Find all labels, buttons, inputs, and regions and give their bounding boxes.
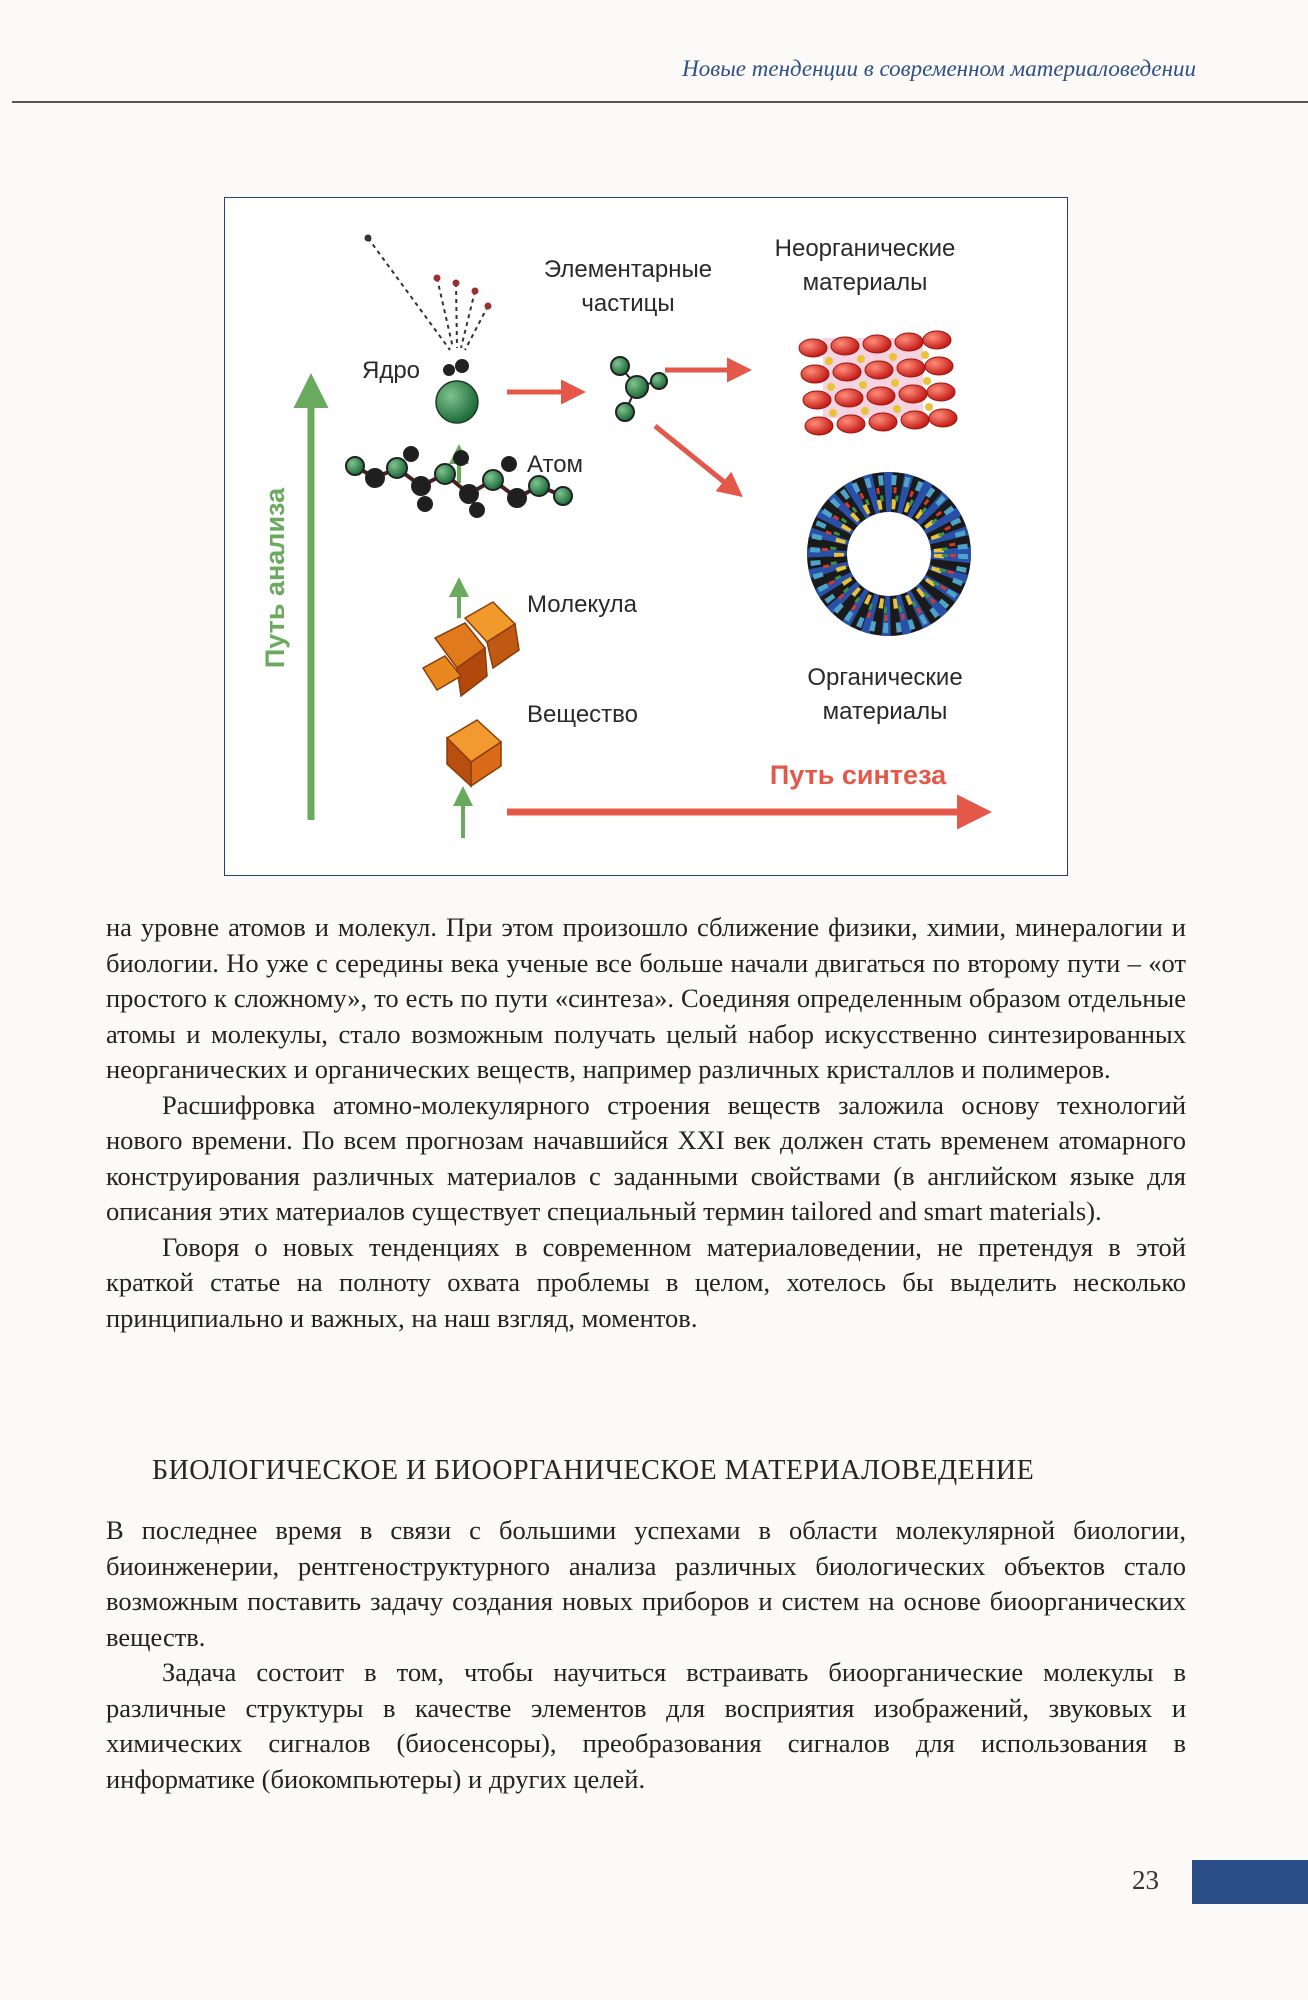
particle-dots [365, 235, 492, 310]
particle-traces [368, 238, 488, 350]
paragraph-2: Расшифровка атомно-молекулярного строения веществ заложила основу технологий нового времени. По всем прогнозам начавшийся XXI век должен стать временем атомарного конструирования различных материалов с заданными свойствами (в английском языке для описания этих материалов существует специальный термин tailored and smart materials). [106, 1089, 1186, 1226]
page-number: 23 [1132, 1865, 1159, 1895]
label-inorganic-materials: Неорганические материалы [774, 235, 956, 296]
atom-to-materials-arrows [655, 370, 747, 494]
label-analysis-path: Путь анализа [260, 487, 290, 669]
paragraph-5: Задача состоит в том, чтобы научиться встраивать биоорганические молекулы в различные структуры в качестве элементов для восприятия изображений, звуковых и химических сигналов (биосенсоры), преобразования сигналов для использования в информатике (биокомпьютеры) и других целей. [106, 1657, 1186, 1794]
label-nucleus: Ядро [361, 357, 421, 384]
label-elementary-particles: Элементарные частицы [543, 256, 713, 317]
nucleus-icon [436, 359, 478, 423]
label-molecule: Молекула [527, 591, 638, 618]
paragraph-3: Говоря о новых тенденциях в современном материаловедении, не претендуя в этой краткой статье на полноту охвата проблемы в целом, хотелось бы выделить несколько принципиально и важных, на наш взгляд, моментов. [106, 1231, 1186, 1333]
label-organic-materials: Органические материалы [807, 664, 963, 725]
figure-analysis-synthesis [224, 197, 1068, 876]
label-synthesis-path: Путь синтеза [769, 760, 947, 790]
paragraph-4: В последнее время в связи с большими успехами в области молекулярной биологии, биоинженерии, рентгеноструктурного анализа различных биологических объектов стало возможным поставить задачу создания новых приборов и систем на основе биоорганических веществ. [106, 1515, 1186, 1652]
label-atom: Атом [527, 451, 584, 478]
substance-crystals-icon [423, 602, 519, 786]
paragraph-1: на уровне атомов и молекул. При этом произошло сближение физики, химии, минералогии и биологии. Но уже с середины века ученые все больше начали двигаться по второму пути – «от простого к сложному», то есть по пути «синтеза». Соединяя определенным образом отдельные атомы и молекулы, стало возможным получать целый набор искусственно синтезированных неорганических и органических веществ, например различных кристаллов и полимеров. [106, 912, 1186, 1084]
section-heading: БИОЛОГИЧЕСКОЕ И БИООРГАНИЧЕСКОЕ МАТЕРИАЛОВЕДЕНИЕ [152, 1455, 1035, 1486]
label-substance: Вещество [527, 701, 638, 728]
page-tab [1192, 1860, 1308, 1904]
organic-torus-icon [815, 480, 963, 628]
running-header: Новые тенденции в современном материаловедении [682, 56, 1196, 81]
inorganic-lattice-icon [799, 331, 957, 435]
body-text-upper [106, 910, 1186, 1336]
atom-icon [611, 357, 667, 421]
header-rule [12, 101, 1308, 103]
body-text-lower [106, 1513, 1186, 1797]
